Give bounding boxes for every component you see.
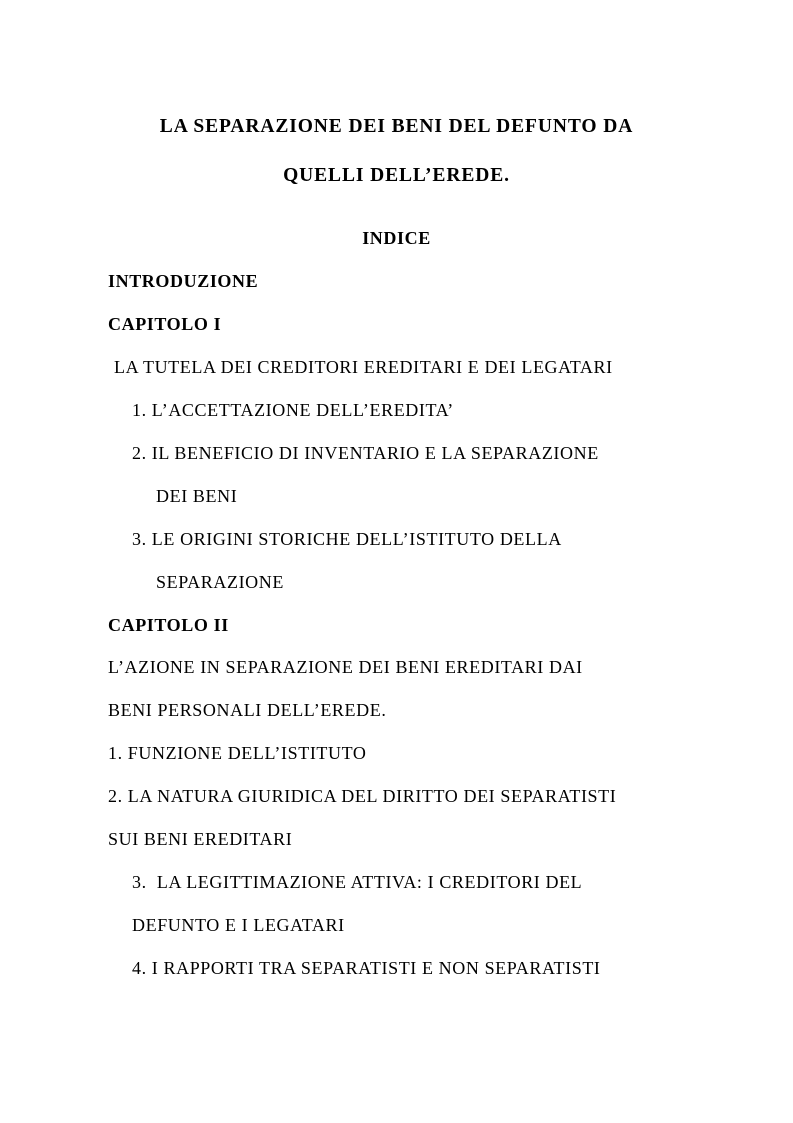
chapter-2-item: 2. LA NATURA GIURIDICA DEL DIRITTO DEI SEPARATISTI <box>108 786 617 806</box>
chapter-1-item-continuation: DEI BENI <box>156 486 238 506</box>
chapter-2-subtitle-line-2: BENI PERSONALI DELL’EREDE. <box>108 700 387 720</box>
chapter-2-item: 3. LA LEGITTIMAZIONE ATTIVA: I CREDITORI DEL <box>132 872 583 892</box>
chapter-2-item-continuation: SUI BENI EREDITARI <box>108 829 293 849</box>
chapter-2-item-continuation: DEFUNTO E I LEGATARI <box>132 915 345 935</box>
chapter-2-item: 1. FUNZIONE DELL’ISTITUTO <box>108 743 367 763</box>
chapter-1-item: 2. IL BENEFICIO DI INVENTARIO E LA SEPARAZIONE <box>132 443 599 463</box>
chapter-1-subtitle: LA TUTELA DEI CREDITORI EREDITARI E DEI LEGATARI <box>114 357 613 377</box>
document-title-line-1: LA SEPARAZIONE DEI BENI DEL DEFUNTO DA <box>159 116 634 137</box>
chapter-2-subtitle-line-1: L’AZIONE IN SEPARAZIONE DEI BENI EREDITARI DAI <box>108 657 583 677</box>
document-title-line-2: QUELLI DELL’EREDE. <box>283 165 510 186</box>
index-heading: INDICE <box>362 228 431 248</box>
chapter-1-heading: CAPITOLO I <box>108 314 222 334</box>
chapter-1-item: 3. LE ORIGINI STORICHE DELL’ISTITUTO DELLA <box>132 529 562 549</box>
introduction-heading: INTRODUZIONE <box>108 271 259 291</box>
chapter-2-item: 4. I RAPPORTI TRA SEPARATISTI E NON SEPARATISTI <box>132 958 601 978</box>
chapter-1-item-continuation: SEPARAZIONE <box>156 572 284 592</box>
chapter-2-heading: CAPITOLO II <box>108 615 229 635</box>
chapter-1-item: 1. L’ACCETTAZIONE DELL’EREDITA’ <box>132 400 454 420</box>
